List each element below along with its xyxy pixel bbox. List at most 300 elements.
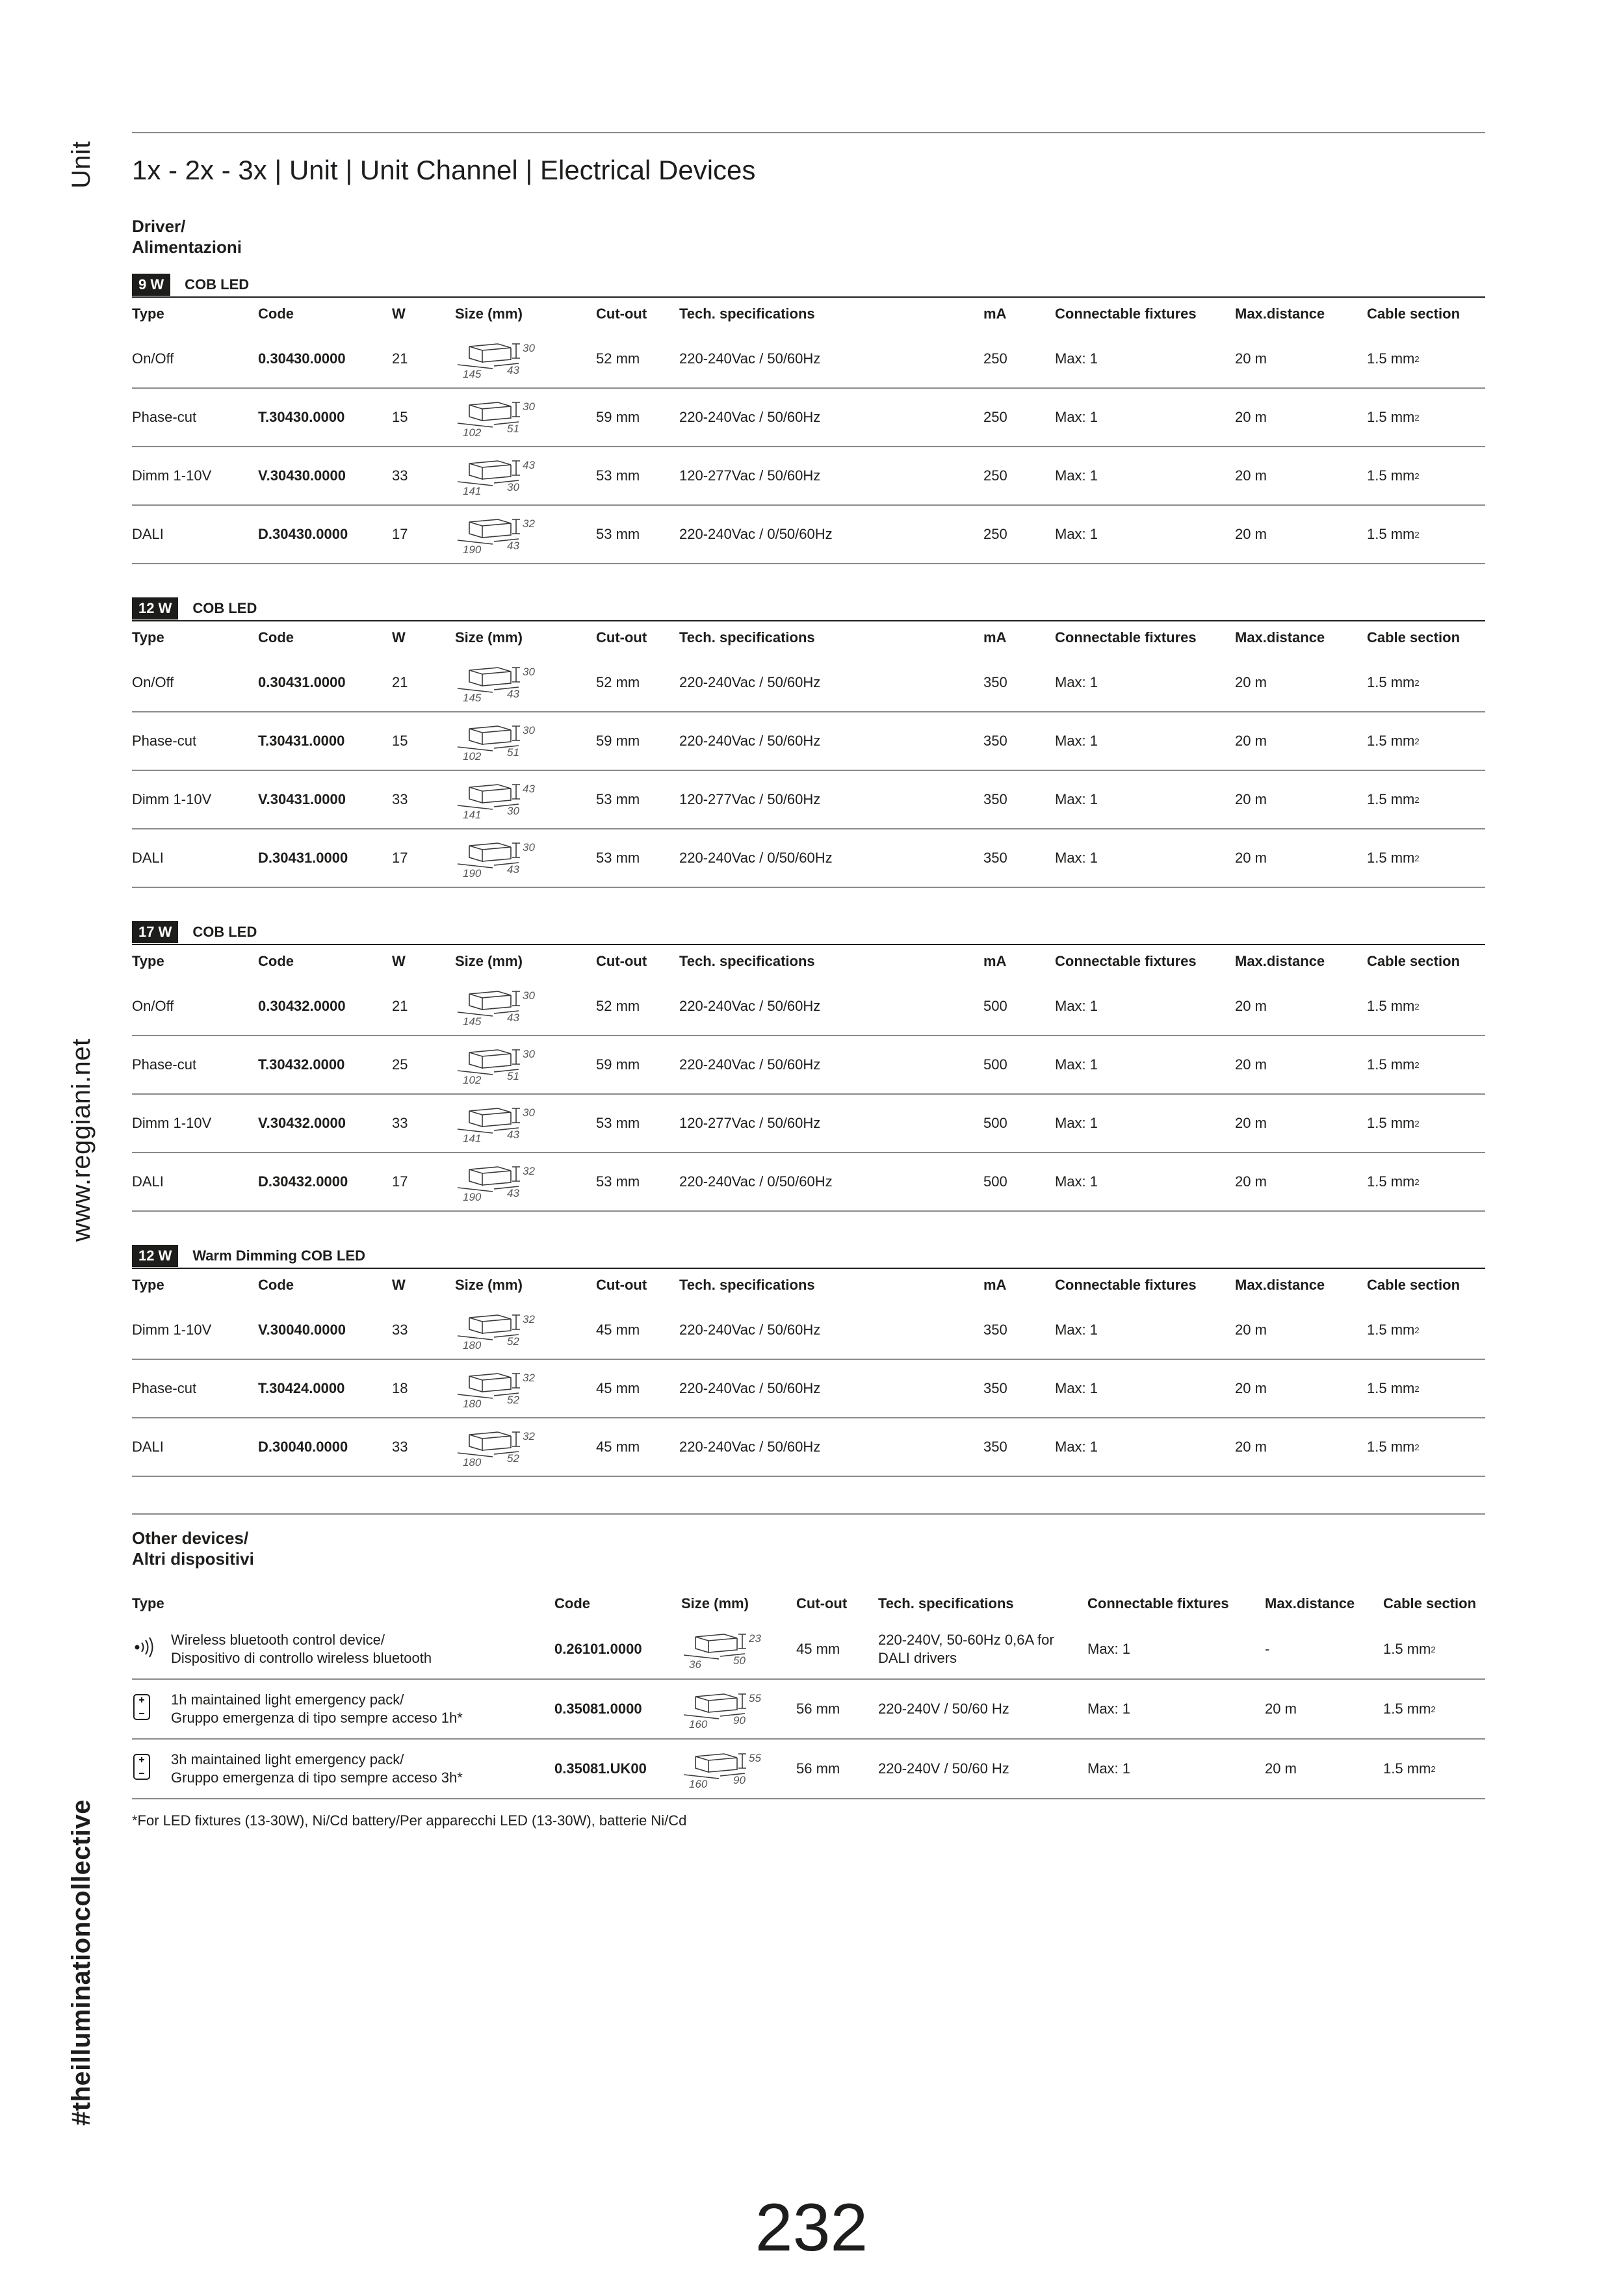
cell-code: D.30432.0000	[258, 1173, 348, 1190]
cell-cable	[1367, 506, 1420, 563]
cell-type: Dimm 1-10V	[132, 791, 212, 807]
cell-type: Dimm 1-10V	[132, 467, 212, 484]
driver-block	[132, 1244, 1485, 1477]
header-code: Code	[258, 1277, 294, 1293]
header-fixtures: Connectable fixtures	[1087, 1595, 1229, 1611]
header-cutout: Cut-out	[596, 953, 647, 969]
cell-cutout: 45 mm	[596, 1380, 640, 1396]
cell-tech: 220-240Vac / 50/60Hz	[679, 350, 821, 367]
cable-value: 1.5 mm	[1367, 791, 1415, 807]
header-tech: Tech. specifications	[878, 1595, 1014, 1611]
block-label	[132, 920, 1485, 944]
dimension-drawing-icon	[455, 1310, 552, 1350]
table-row	[132, 1153, 1485, 1212]
cell-fixtures: Max: 1	[1055, 1380, 1098, 1396]
cell-type: DALI	[132, 850, 164, 866]
size-length: 102	[463, 750, 482, 761]
cell-cable	[1367, 1301, 1420, 1359]
cell-cutout: 45 mm	[796, 1641, 840, 1657]
cable-value: 1.5 mm	[1367, 409, 1415, 425]
cell-code: T.30430.0000	[258, 409, 345, 425]
cell-type: DALI	[132, 526, 164, 542]
table-row	[132, 1360, 1485, 1418]
cell-ma: 250	[983, 467, 1007, 484]
size-length: 102	[463, 1074, 482, 1085]
table-row	[132, 712, 1485, 771]
header-cable: Cable section	[1367, 953, 1461, 969]
cell-code: D.30431.0000	[258, 850, 348, 866]
size-length: 145	[463, 692, 482, 703]
table-header	[132, 1268, 1485, 1301]
size-height: 43	[523, 459, 535, 471]
size-length: 160	[689, 1778, 708, 1789]
cell-distance: 20 m	[1235, 1115, 1267, 1131]
cell-distance: 20 m	[1265, 1760, 1297, 1777]
block-led-label: COB LED	[185, 276, 250, 293]
header-type: Type	[132, 629, 164, 646]
driver-block	[132, 920, 1485, 1212]
footnote: *For LED fixtures (13-30W), Ni/Cd battery/Per apparecchi LED (13-30W), batterie Ni/Cd	[132, 1812, 687, 1829]
cell-w: 33	[392, 791, 408, 807]
cell-cable	[1367, 330, 1420, 387]
cell-type: Phase-cut	[132, 733, 197, 749]
table-row	[132, 1301, 1485, 1360]
cell-code: D.30040.0000	[258, 1439, 348, 1455]
cell-ma: 500	[983, 1173, 1007, 1190]
cell-tech: 220-240V / 50/60 Hz	[878, 1701, 1009, 1717]
cell-type	[132, 1620, 432, 1678]
cell-tech: 220-240Vac / 50/60Hz	[679, 1380, 821, 1396]
cell-ma: 350	[983, 674, 1007, 690]
size-height: 43	[523, 783, 535, 795]
block-led-label: COB LED	[192, 600, 257, 616]
size-width: 51	[507, 423, 519, 435]
header-size: Size (mm)	[681, 1595, 749, 1611]
cell-fixtures: Max: 1	[1055, 467, 1098, 484]
cell-type: Dimm 1-10V	[132, 1115, 212, 1131]
cable-value: 1.5 mm	[1383, 1760, 1431, 1777]
header-cable: Cable section	[1367, 629, 1461, 646]
cable-value: 1.5 mm	[1367, 1056, 1415, 1073]
cell-ma: 350	[983, 850, 1007, 866]
cell-type: Phase-cut	[132, 1380, 197, 1396]
cell-code: 0.35081.0000	[554, 1701, 642, 1717]
other-table-header	[132, 1587, 1485, 1620]
size-length: 160	[689, 1718, 708, 1729]
cell-cable	[1367, 1153, 1420, 1210]
cable-superscript: 2	[1431, 1704, 1436, 1714]
header-cable: Cable section	[1367, 1277, 1461, 1293]
cell-cutout: 52 mm	[596, 674, 640, 690]
cell-cutout: 52 mm	[596, 350, 640, 367]
cell-distance: 20 m	[1235, 350, 1267, 367]
cell-tech: 120-277Vac / 50/60Hz	[679, 1115, 821, 1131]
cable-superscript: 2	[1414, 1060, 1420, 1070]
cell-code: T.30432.0000	[258, 1056, 345, 1073]
block-label	[132, 273, 1485, 296]
dimension-drawing-icon	[455, 456, 552, 496]
cell-distance: 20 m	[1235, 1439, 1267, 1455]
cell-tech: 220-240Vac / 0/50/60Hz	[679, 850, 833, 866]
size-width: 43	[507, 364, 519, 376]
device-icon-wrap	[132, 1753, 151, 1785]
cell-fixtures: Max: 1	[1087, 1760, 1131, 1777]
header-code: Code	[258, 953, 294, 969]
cell-code: 0.30431.0000	[258, 674, 346, 690]
size-width: 43	[507, 1128, 519, 1141]
cable-value: 1.5 mm	[1367, 998, 1415, 1014]
header-w: W	[392, 306, 406, 322]
battery-icon	[132, 1753, 151, 1781]
cell-code: D.30430.0000	[258, 526, 348, 542]
table-row	[132, 1620, 1485, 1680]
cell-size	[455, 1095, 552, 1152]
size-width: 51	[507, 746, 519, 759]
header-code: Code	[554, 1595, 590, 1611]
cell-type: DALI	[132, 1173, 164, 1190]
cell-fixtures: Max: 1	[1055, 1439, 1098, 1455]
dimension-drawing-icon	[455, 1045, 552, 1085]
header-distance: Max.distance	[1235, 306, 1325, 322]
cell-cutout: 53 mm	[596, 1173, 640, 1190]
dimension-drawing-icon	[681, 1629, 779, 1669]
dimension-drawing-icon	[455, 779, 552, 820]
cell-code: T.30431.0000	[258, 733, 345, 749]
cable-superscript: 2	[1414, 529, 1420, 540]
size-width: 50	[733, 1654, 746, 1667]
other-section-title-it: Altri dispositivi	[132, 1549, 254, 1569]
page-number: 232	[755, 2190, 868, 2265]
cell-distance: 20 m	[1265, 1701, 1297, 1717]
header-w: W	[392, 629, 406, 646]
cell-code: V.30432.0000	[258, 1115, 346, 1131]
cell-fixtures: Max: 1	[1055, 1173, 1098, 1190]
cell-w: 17	[392, 1173, 408, 1190]
cell-type: DALI	[132, 1439, 164, 1455]
cell-type: Phase-cut	[132, 409, 197, 425]
cell-tech: 220-240Vac / 50/60Hz	[679, 998, 821, 1014]
cable-superscript: 2	[1414, 412, 1420, 423]
cell-cable	[1367, 1095, 1420, 1152]
cell-tech: 220-240Vac / 0/50/60Hz	[679, 1173, 833, 1190]
size-height: 30	[523, 400, 535, 413]
cable-value: 1.5 mm	[1367, 674, 1415, 690]
cable-value: 1.5 mm	[1383, 1701, 1431, 1717]
size-width: 43	[507, 863, 519, 876]
cell-size	[681, 1740, 779, 1798]
cell-fixtures: Max: 1	[1055, 850, 1098, 866]
header-fixtures: Connectable fixtures	[1055, 1277, 1197, 1293]
size-height: 30	[523, 1048, 535, 1060]
cell-fixtures: Max: 1	[1055, 674, 1098, 690]
cable-superscript: 2	[1414, 677, 1420, 688]
header-tech: Tech. specifications	[679, 306, 815, 322]
cell-w: 33	[392, 467, 408, 484]
cell-fixtures: Max: 1	[1055, 526, 1098, 542]
cell-cable	[1367, 1036, 1420, 1093]
size-width: 43	[507, 1011, 519, 1024]
header-type: Type	[132, 953, 164, 969]
cell-ma: 350	[983, 1380, 1007, 1396]
cell-code: 0.35081.UK00	[554, 1760, 647, 1777]
size-width: 52	[507, 1394, 519, 1406]
size-length: 102	[463, 426, 482, 437]
cell-size	[455, 1360, 552, 1417]
cell-cable	[1367, 447, 1420, 504]
cable-superscript: 2	[1414, 1177, 1420, 1187]
cell-cable	[1383, 1740, 1436, 1798]
cell-w: 17	[392, 850, 408, 866]
cell-w: 21	[392, 998, 408, 1014]
driver-section-title	[132, 216, 242, 257]
cell-code: V.30430.0000	[258, 467, 346, 484]
table-header	[132, 296, 1485, 330]
cell-code: 0.30430.0000	[258, 350, 346, 367]
cell-cutout: 52 mm	[596, 998, 640, 1014]
header-size: Size (mm)	[455, 306, 523, 322]
cell-type: On/Off	[132, 674, 174, 690]
header-type: Type	[132, 1277, 164, 1293]
cell-fixtures: Max: 1	[1055, 1322, 1098, 1338]
cell-cutout: 45 mm	[596, 1439, 640, 1455]
cell-w: 21	[392, 350, 408, 367]
cell-distance: 20 m	[1235, 526, 1267, 542]
table-row	[132, 1036, 1485, 1095]
cell-fixtures: Max: 1	[1055, 1056, 1098, 1073]
cell-cutout: 56 mm	[796, 1701, 840, 1717]
cell-tech: 220-240Vac / 0/50/60Hz	[679, 526, 833, 542]
driver-block	[132, 597, 1485, 888]
table-row	[132, 654, 1485, 712]
cell-fixtures: Max: 1	[1055, 409, 1098, 425]
table-row	[132, 829, 1485, 888]
cell-size	[455, 389, 552, 446]
table-header	[132, 944, 1485, 978]
wireless-icon	[132, 1634, 158, 1660]
size-length: 190	[463, 543, 482, 554]
header-ma: mA	[983, 306, 1007, 322]
block-label	[132, 1244, 1485, 1268]
cell-distance: 20 m	[1235, 1056, 1267, 1073]
size-width: 90	[733, 1774, 746, 1786]
other-section-title	[132, 1528, 254, 1569]
size-width: 43	[507, 540, 519, 552]
header-distance: Max.distance	[1265, 1595, 1355, 1611]
cell-distance: 20 m	[1235, 409, 1267, 425]
cell-size	[455, 506, 552, 563]
size-height: 55	[749, 1752, 761, 1764]
side-label-hashtag: #theilluminationcollective	[67, 1799, 96, 2126]
size-length: 180	[463, 1456, 482, 1467]
dimension-drawing-icon	[455, 514, 552, 554]
header-cutout: Cut-out	[596, 629, 647, 646]
cell-size	[455, 1301, 552, 1359]
cell-code: 0.30432.0000	[258, 998, 346, 1014]
cell-fixtures: Max: 1	[1055, 791, 1098, 807]
table-row	[132, 1680, 1485, 1740]
cell-w: 25	[392, 1056, 408, 1073]
type-it: Dispositivo di controllo wireless bluetooth	[171, 1650, 432, 1666]
header-tech: Tech. specifications	[679, 953, 815, 969]
cell-cable	[1367, 654, 1420, 711]
cell-ma: 350	[983, 733, 1007, 749]
cell-size	[455, 447, 552, 504]
size-length: 145	[463, 1015, 482, 1026]
header-size: Size (mm)	[455, 953, 523, 969]
cell-cable	[1367, 829, 1420, 887]
size-length: 180	[463, 1398, 482, 1409]
cell-distance: 20 m	[1235, 1322, 1267, 1338]
cable-value: 1.5 mm	[1367, 1439, 1415, 1455]
size-height: 32	[523, 517, 535, 530]
cell-distance: 20 m	[1235, 674, 1267, 690]
type-text	[171, 1751, 463, 1787]
cable-superscript: 2	[1414, 794, 1420, 805]
size-height: 30	[523, 724, 535, 737]
cell-tech: 220-240Vac / 50/60Hz	[679, 1322, 821, 1338]
driver-section-title-it: Alimentazioni	[132, 237, 242, 257]
wattage-badge: 12 W	[132, 597, 178, 620]
size-length: 36	[689, 1658, 701, 1669]
cell-fixtures: Max: 1	[1055, 998, 1098, 1014]
cell-cutout: 53 mm	[596, 791, 640, 807]
header-distance: Max.distance	[1235, 1277, 1325, 1293]
type-it: Gruppo emergenza di tipo sempre acceso 3h*	[171, 1769, 463, 1786]
header-cutout: Cut-out	[796, 1595, 848, 1611]
cell-tech: 220-240Vac / 50/60Hz	[679, 733, 821, 749]
cable-value: 1.5 mm	[1367, 526, 1415, 542]
header-distance: Max.distance	[1235, 953, 1325, 969]
cell-code: V.30431.0000	[258, 791, 346, 807]
header-ma: mA	[983, 953, 1007, 969]
device-icon-wrap	[132, 1693, 151, 1725]
cell-distance: 20 m	[1235, 791, 1267, 807]
cell-ma: 350	[983, 791, 1007, 807]
cell-type	[132, 1680, 463, 1738]
size-width: 30	[507, 481, 519, 493]
header-code: Code	[258, 629, 294, 646]
header-size: Size (mm)	[455, 1277, 523, 1293]
cell-w: 33	[392, 1322, 408, 1338]
cable-superscript: 2	[1414, 471, 1420, 481]
cell-cutout: 53 mm	[596, 526, 640, 542]
cable-superscript: 2	[1414, 853, 1420, 863]
size-width: 90	[733, 1714, 746, 1727]
header-cutout: Cut-out	[596, 1277, 647, 1293]
cell-cable	[1367, 712, 1420, 770]
cell-size	[681, 1620, 779, 1678]
header-ma: mA	[983, 1277, 1007, 1293]
size-length: 145	[463, 368, 482, 379]
cable-value: 1.5 mm	[1367, 850, 1415, 866]
table-row	[132, 1740, 1485, 1799]
size-length: 190	[463, 867, 482, 878]
cell-w: 33	[392, 1115, 408, 1131]
side-label-unit: Unit	[67, 140, 96, 189]
cell-distance: 20 m	[1235, 1380, 1267, 1396]
header-cable: Cable section	[1383, 1595, 1477, 1611]
cable-value: 1.5 mm	[1367, 1322, 1415, 1338]
table-row	[132, 1418, 1485, 1477]
cell-tech: 220-240V, 50-60Hz 0,6A for DALI drivers	[878, 1632, 1054, 1666]
dimension-drawing-icon	[455, 986, 552, 1026]
block-led-label: COB LED	[192, 924, 257, 940]
table-row	[132, 771, 1485, 829]
size-height: 32	[523, 1313, 535, 1325]
cell-size	[455, 829, 552, 887]
table-row	[132, 1095, 1485, 1153]
size-height: 32	[523, 1165, 535, 1177]
type-en: Wireless bluetooth control device/	[171, 1632, 385, 1648]
cell-size	[455, 330, 552, 387]
cell-tech: 220-240Vac / 50/60Hz	[679, 674, 821, 690]
wattage-badge: 12 W	[132, 1245, 178, 1267]
table-row	[132, 447, 1485, 506]
cell-cable	[1383, 1680, 1436, 1738]
cell-size	[455, 771, 552, 828]
size-length: 141	[463, 809, 482, 820]
size-height: 30	[523, 342, 535, 354]
page-title: 1x - 2x - 3x | Unit | Unit Channel | Electrical Devices	[132, 155, 756, 185]
cable-value: 1.5 mm	[1367, 350, 1415, 367]
cell-tech: 220-240Vac / 50/60Hz	[679, 409, 821, 425]
cell-cable	[1367, 978, 1420, 1035]
cable-superscript: 2	[1414, 354, 1420, 364]
header-fixtures: Connectable fixtures	[1055, 629, 1197, 646]
wattage-badge: 17 W	[132, 921, 178, 943]
cell-code: 0.26101.0000	[554, 1641, 642, 1657]
side-label-website: www.reggiani.net	[67, 1038, 96, 1242]
dimension-drawing-icon	[455, 721, 552, 761]
other-devices-table	[132, 1587, 1485, 1799]
cell-distance: 20 m	[1235, 467, 1267, 484]
size-width: 51	[507, 1070, 519, 1082]
cell-type: On/Off	[132, 350, 174, 367]
dimension-drawing-icon	[681, 1749, 779, 1789]
cell-ma: 250	[983, 350, 1007, 367]
cell-fixtures: Max: 1	[1087, 1641, 1131, 1657]
block-led-label: Warm Dimming COB LED	[192, 1247, 366, 1264]
cable-value: 1.5 mm	[1367, 1115, 1415, 1131]
size-width: 52	[507, 1452, 519, 1465]
block-label	[132, 597, 1485, 620]
cell-ma: 500	[983, 1115, 1007, 1131]
driver-section-title-en: Driver/	[132, 216, 186, 236]
cell-cable	[1383, 1620, 1436, 1678]
cell-ma: 350	[983, 1322, 1007, 1338]
cell-cable	[1367, 1418, 1420, 1476]
table-row	[132, 330, 1485, 389]
top-rule	[132, 132, 1485, 133]
cell-ma: 500	[983, 1056, 1007, 1073]
cell-tech: 220-240V / 50/60 Hz	[878, 1760, 1009, 1777]
cell-cable	[1367, 771, 1420, 828]
dimension-drawing-icon	[455, 1368, 552, 1409]
cable-superscript: 2	[1431, 1764, 1436, 1774]
cable-value: 1.5 mm	[1367, 467, 1415, 484]
cell-tech: 220-240Vac / 50/60Hz	[679, 1439, 821, 1455]
cell-cutout: 56 mm	[796, 1760, 840, 1777]
cell-cutout: 53 mm	[596, 1115, 640, 1131]
cell-w: 18	[392, 1380, 408, 1396]
cell-cutout: 45 mm	[596, 1322, 640, 1338]
header-type: Type	[132, 306, 164, 322]
header-code: Code	[258, 306, 294, 322]
size-width: 43	[507, 1187, 519, 1199]
type-en: 1h maintained light emergency pack/	[171, 1691, 404, 1708]
cable-value: 1.5 mm	[1367, 1380, 1415, 1396]
header-fixtures: Connectable fixtures	[1055, 306, 1197, 322]
